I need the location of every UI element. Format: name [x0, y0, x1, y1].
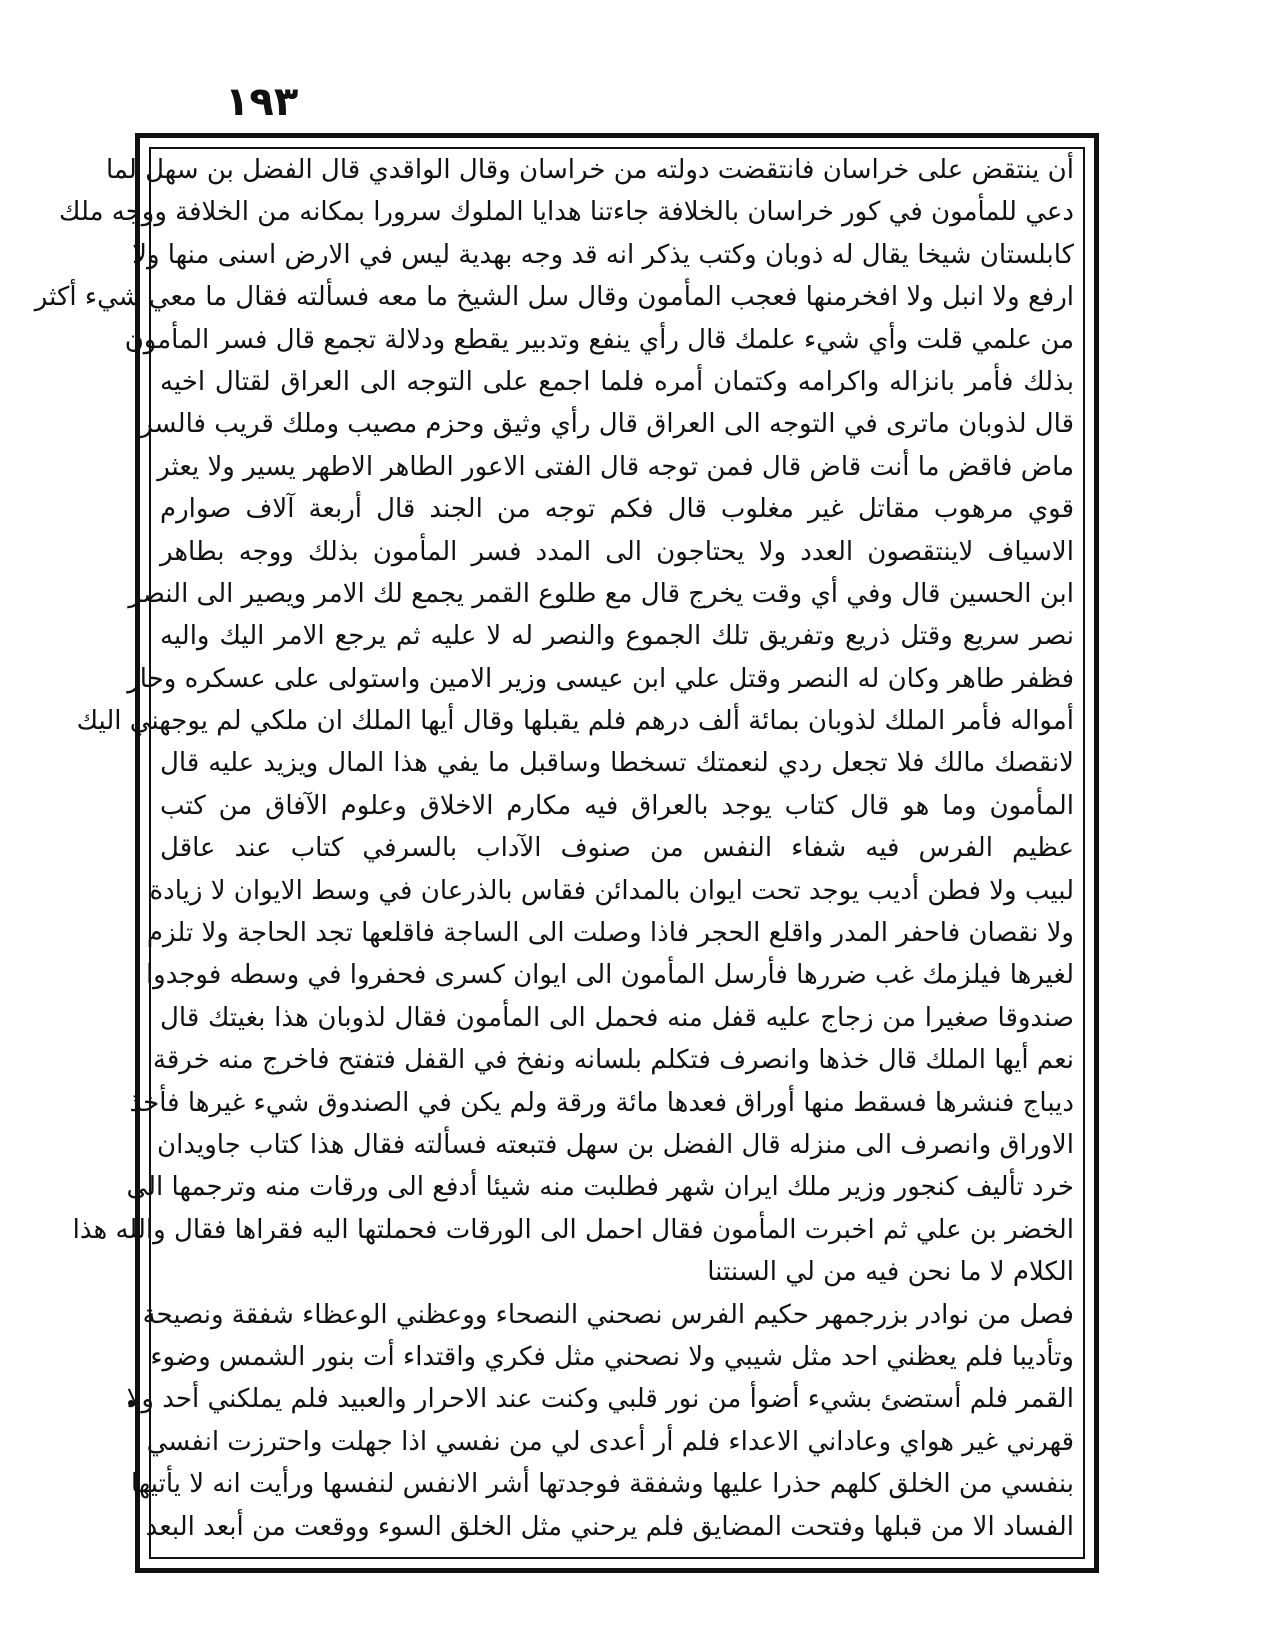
- text-line: كابلستان شيخا يقال له ذوبان وكتب يذكر انه قد وجه بهدية ليس في الارض اسنى منها ولا: [132, 239, 1074, 270]
- text-line: بذلك فأمر بانزاله واكرامه وكتمان أمره فلما اجمع على التوجه الى العراق لقتال اخيه: [160, 366, 1074, 397]
- text-line: أمواله فأمر الملك لذوبان بمائة ألف درهم فلم يقبلها وقال أيها الملك ان ملكي لم يوجهني اليك: [76, 706, 1074, 737]
- text-line: الفساد الا من قبلها وفتحت المضايق فلم يرحني مثل الخلق السوء ووقعت من أبعد البعد: [145, 1511, 1074, 1542]
- text-line: القمر فلم أستضئ بشيء أضوأ من نور قلبي وكنت عند الاحرار والعبيد فلم يملكني أحد ولا: [126, 1384, 1074, 1415]
- text-line: خرد تأليف كنجور وزير ملك ايران شهر فطلبت منه شيئا أدفع الى ورقات منه وترجمها الى: [126, 1172, 1074, 1203]
- text-line: فظفر طاهر وكان له النصر وقتل علي ابن عيسى وزير الامين واستولى على عسكره وحاز: [127, 663, 1074, 694]
- body-text: [34, 149, 1074, 1554]
- text-line: الكلام لا ما نحن فيه من لي السنتنا: [707, 1257, 1074, 1288]
- text-line: بنفسي من الخلق كلهم حذرا عليها وشفقة فوجدتها أشر الانفس لنفسها ورأيت انه لا يأتيها: [130, 1469, 1074, 1500]
- text-line: لانقصك مالك فلا تجعل ردي لنعمتك تسخطا وساقبل ما يفي هذا المال ويزيد عليه قال: [160, 748, 1074, 779]
- text-line: دعي للمأمون في كور خراسان بالخلافة جاءتنا هدايا الملوك سرورا بمكانه من الخلافة ووجه ملك: [59, 197, 1074, 228]
- text-line: نعم أيها الملك قال خذها وانصرف فتكلم بلسانه ونفخ في القفل فتفتح فاخرج منه خرقة: [152, 1045, 1074, 1076]
- text-line: نصر سريع وقتل ذريع وتفريق تلك الجموع والنصر له لا عليه ثم يرجع الامر اليك واليه: [160, 621, 1074, 652]
- text-line: أن ينتقض على خراسان فانتقضت دولته من خراسان وقال الواقدي قال الفضل بن سهل لما: [105, 155, 1074, 185]
- text-line: ولا نقصان فاحفر المدر واقلع الحجر فاذا وصلت الى الساجة فاقلعها تجد الحاجة ولا تلزم: [146, 918, 1074, 949]
- text-line: المأمون وما هو قال كتاب يوجد بالعراق فيه مكارم الاخلاق وعلوم الآفاق من كتب: [160, 790, 1074, 821]
- text-line: قهرني غير هواي وعاداني الاعداء فلم أر أعدى لي من نفسي اذا جهلت واحترزت انفسي: [146, 1426, 1074, 1457]
- text-line: قال لذوبان ماترى في التوجه الى العراق قال رأي وثيق وحزم مصيب وملك قريب فالسر: [140, 409, 1074, 440]
- page-number: ١٩٣: [225, 79, 299, 125]
- text-line: صندوقا صغيرا من زجاج عليه قفل منه فحمل الى المأمون فقال لذوبان هذا بغيتك قال: [160, 1002, 1074, 1033]
- text-line: قوي مرهوب مقاتل غير مغلوب قال فكم توجه من الجند قال أربعة آلاف صوارم: [160, 494, 1074, 525]
- text-line: الخضر بن علي ثم اخبرت المأمون فقال احمل الى الورقات فحملتها اليه فقراها فقال والله هذا: [72, 1214, 1074, 1245]
- text-line: ارفع ولا انبل ولا افخرمنها فعجب المأمون وقال سل الشيخ ما معه فسألته فقال ما معي شيء أكثر: [34, 282, 1074, 313]
- text-line: الاسياف لاينتقصون العدد ولا يحتاجون الى المدد فسر المأمون بذلك ووجه بطاهر: [160, 536, 1074, 567]
- text-line: الاوراق وانصرف الى منزله قال الفضل بن سهل فتبعته فسألته فقال هذا كتاب جاويدان: [157, 1129, 1074, 1160]
- text-line: ابن الحسين قال وفي أي وقت يخرج قال مع طلوع القمر يجمع لك الامر ويصير الى النصر: [128, 578, 1074, 609]
- text-line: وتأديبا فلم يعظني احد مثل شيبي ولا نصحني مثل فكري واقتداء أت بنور الشمس وضوء: [150, 1341, 1074, 1372]
- text-line: عظيم الفرس فيه شفاء النفس من صنوف الآداب بالسرفي كتاب عند عاقل: [160, 833, 1074, 864]
- text-line: لبيب ولا فطن أديب يوجد تحت ايوان بالمدائن فقاس بالذرعان في وسط الايوان لا زيادة: [149, 875, 1074, 906]
- text-line: ماض فاقض ما أنت قاض قال فمن توجه قال الفتى الاعور الطاهر الاطهر يسير ولا يعثر: [157, 451, 1074, 482]
- text-line: فصل من نوادر بزرجمهر حكيم الفرس نصحني النصحاء ووعظني الوعظاء شفقة ونصيحة: [142, 1299, 1074, 1330]
- text-line: من علمي قلت وأي شيء علمك قال رأي ينفع وتدبير يقطع ودلالة تجمع قال فسر المأمون: [124, 324, 1074, 355]
- text-line: ديباج فنشرها فسقط منها أوراق فعدها مائة ورقة ولم يكن في الصندوق شيء غيرها فأخذ: [129, 1087, 1074, 1118]
- text-line: لغيرها فيلزمك غب ضررها فأرسل المأمون الى ايوان كسرى فحفروا في وسطه فوجدوا: [145, 960, 1074, 991]
